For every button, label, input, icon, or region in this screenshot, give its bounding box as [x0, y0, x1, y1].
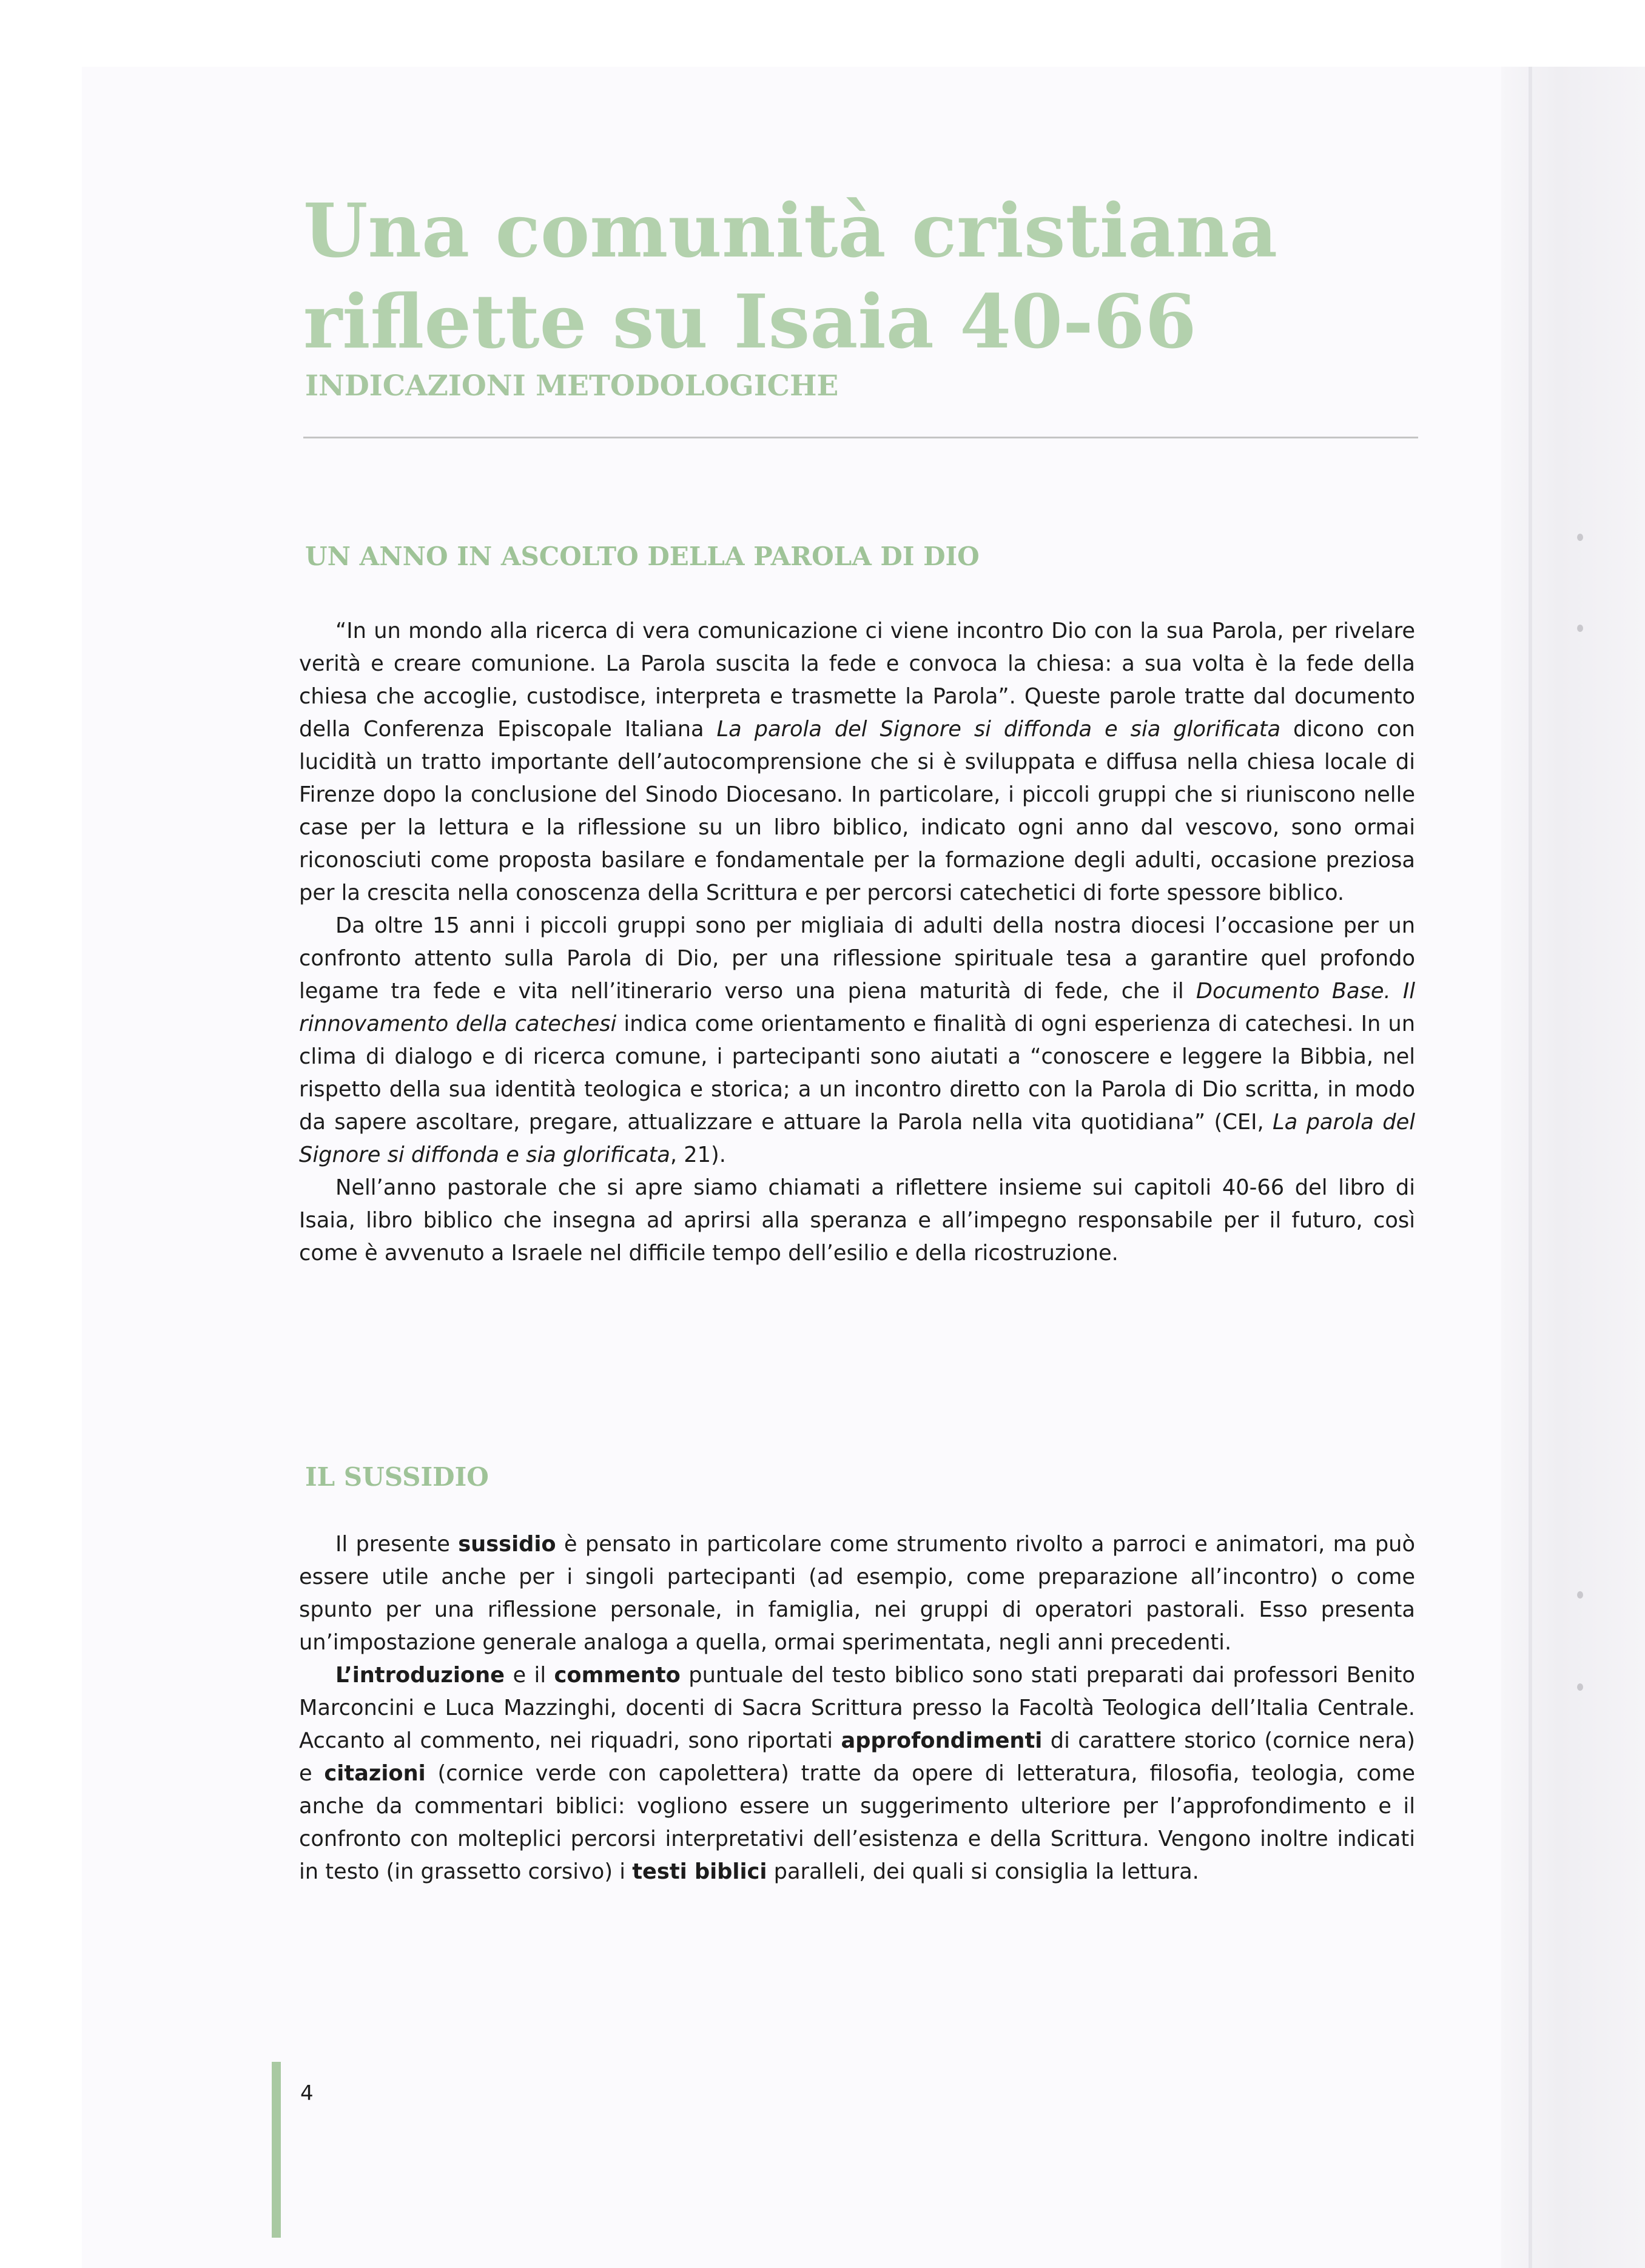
title-divider [303, 437, 1418, 438]
title-line-2: riflette su Isaia 40-66 [303, 278, 1197, 365]
binding-hole [1577, 1591, 1583, 1599]
section-sussidio-body [299, 1528, 1415, 1888]
paragraph: L’introduzione e il commento puntuale del testo biblico sono stati preparati dai professori Benito Marconcini e Luca Mazzinghi, docenti di Sacra Scrittura presso la Facoltà Teologica dell’Italia Centrale. Accanto al commento, nei riquadri, sono riportati approfondimenti di carattere storico (cornice nera) e citazioni (cornice verde con capolettera) tratte da opere di letteratura, filosofia, teologia, come anche da commentari biblici: vogliono essere un suggerimento ulteriore per l’approfondimento e il confronto con molteplici percorsi interpretativi dell’esistenza e della Scrittura. Vengono inoltre indicati in testo (in grassetto corsivo) i testi biblici paralleli, dei quali si consiglia la lettura. [299, 1663, 1415, 1884]
keyword: testi biblici [632, 1859, 767, 1884]
page-number: 4 [300, 2081, 314, 2105]
binding-hole [1577, 625, 1583, 632]
keyword: sussidio [458, 1532, 556, 1557]
page-subtitle: INDICAZIONI METODOLOGICHE [305, 369, 839, 403]
page-edge [1529, 67, 1532, 2268]
section-ascolto-body [299, 615, 1415, 1270]
document-title: Documento Base. Il rinnovamento della catechesi [299, 979, 1415, 1036]
binding-hole [1577, 1683, 1583, 1691]
binding-gutter [1501, 67, 1645, 2268]
section-heading-ascolto: UN ANNO IN ASCOLTO DELLA PAROLA DI DIO [305, 542, 980, 571]
keyword: L’introduzione [335, 1663, 505, 1688]
page-title [303, 185, 1277, 367]
paragraph: Da oltre 15 anni i piccoli gruppi sono per migliaia di adulti della nostra diocesi l’occasione per un confronto attento sulla Parola di Dio, per una riflessione spirituale tesa a garantire quel profondo legame tra fede e vita nell’itinerario verso una piena maturità di fede, che il Documento Base. Il rinnovamento della catechesi indica come orientamento e finalità di ogni esperienza di catechesi. In un clima di dialogo e di ricerca comune, i partecipanti sono aiutati a “conoscere e leggere la Bibbia, nel rispetto della sua identità teologica e storica; a un incontro diretto con la Parola di Dio scritta, in modo da sapere ascoltare, pregare, attualizzare e attuare la Parola nella vita quotidiana” (CEI, La parola del Signore si diffonda e sia glorificata, 21). [299, 913, 1415, 1167]
section-heading-sussidio: IL SUSSIDIO [305, 1462, 489, 1492]
keyword: citazioni [324, 1761, 426, 1786]
binding-hole [1577, 534, 1583, 541]
paragraph: “In un mondo alla ricerca di vera comunicazione ci viene incontro Dio con la sua Parola, per rivelare verità e creare comunione. La Parola suscita la fede e convoca la chiesa: a sua volta è la fede della chiesa che accoglie, custodisce, interpreta e trasmette la Parola”. Queste parole tratte dal documento della Conferenza Episcopale Italiana La parola del Signore si diffonda e sia glorificata dicono con lucidità un tratto importante dell’autocomprensione che si è sviluppata e diffusa nella chiesa locale di Firenze dopo la conclusione del Sinodo Diocesano. In particolare, i piccoli gruppi che si riuniscono nelle case per la lettura e la riflessione su un libro biblico, indicato ogni anno dal vescovo, sono ormai riconosciuti come proposta basilare e fondamentale per la formazione degli adulti, occasione preziosa per la crescita nella conoscenza della Scrittura e per percorsi catechetici di forte spessore biblico. [299, 619, 1415, 905]
title-line-1: Una comunità cristiana [303, 187, 1278, 274]
keyword: approfondimenti [841, 1728, 1043, 1753]
document-title: La parola del Signore si diffonda e sia glorificata [716, 717, 1281, 742]
document-title: La parola del Signore si diffonda e sia glorificata [299, 1110, 1415, 1167]
page-number-bar [272, 2062, 281, 2238]
keyword: commento [554, 1663, 681, 1688]
paragraph: Il presente sussidio è pensato in particolare come strumento rivolto a parroci e animatori, ma può essere utile anche per i singoli partecipanti (ad esempio, come preparazione all’incontro) o come spunto per una riflessione personale, in famiglia, nei gruppi di operatori pastorali. Esso presenta un’impostazione generale analoga a quella, ormai sperimentata, negli anni precedenti. [299, 1532, 1415, 1655]
paragraph: Nell’anno pastorale che si apre siamo chiamati a riflettere insieme sui capitoli 40-66 del libro di Isaia, libro biblico che insegna ad aprirsi alla speranza e all’impegno responsabile per il futuro, così come è avvenuto a Israele nel difficile tempo dell’esilio e della ricostruzione. [299, 1175, 1415, 1266]
